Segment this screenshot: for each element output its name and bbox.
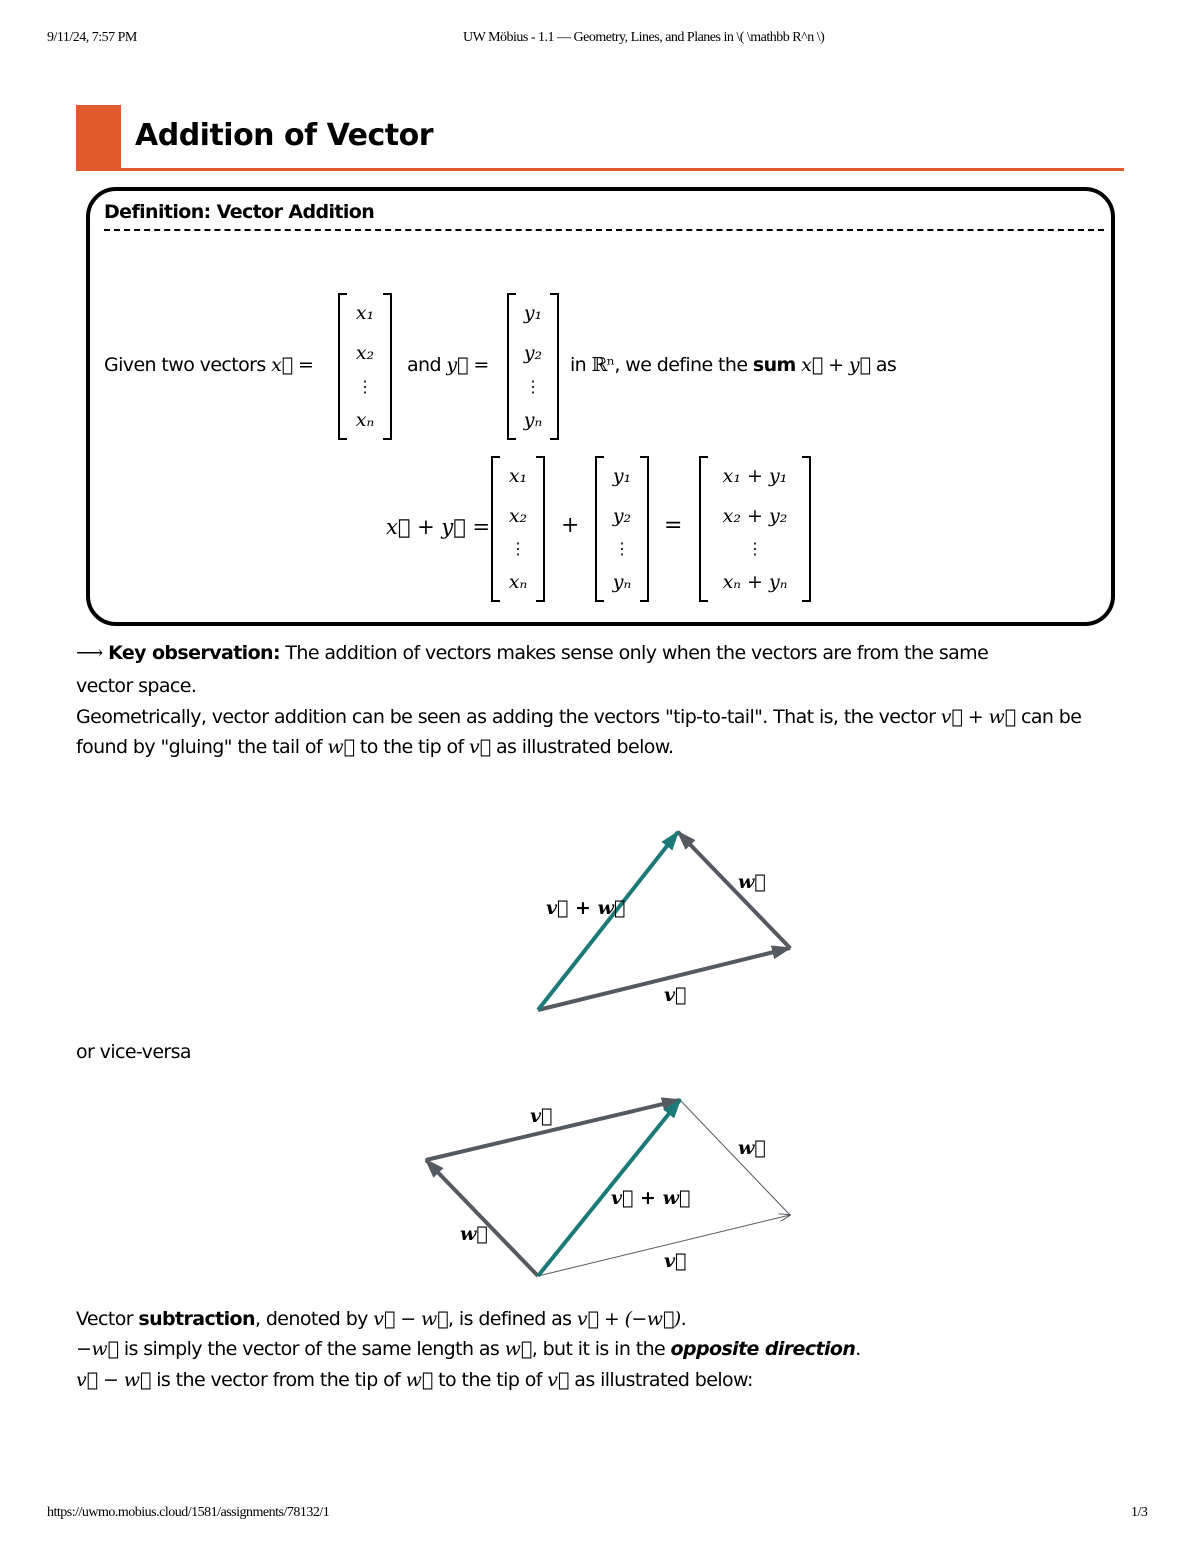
label-w: w⃗ xyxy=(738,871,766,893)
vector-w-thin xyxy=(680,1100,790,1215)
key-observation-line-2: vector space. xyxy=(76,675,197,697)
print-datetime: 9/11/24, 7:57 PM xyxy=(47,30,137,45)
sum-vector-matrix: x₁ + y₁ x₂ + y₂ ⋮ xₙ + yₙ xyxy=(699,456,811,602)
label-w-left: w⃗ xyxy=(460,1223,488,1245)
print-title: UW Möbius - 1.1 — Geometry, Lines, and Planes in \( \mathbb R^n \) xyxy=(463,30,825,45)
sum-lhs: x⃗ + y⃗ = xyxy=(386,515,491,539)
vector-w-arrow-2 xyxy=(426,1160,538,1276)
label-v-bottom: v⃗ xyxy=(664,1250,687,1272)
label-sum-2: v⃗ + w⃗ xyxy=(611,1187,691,1209)
key-observation-line-1: ⟶ Key observation: The addition of vectors makes sense only when the vectors are from the same xyxy=(76,642,989,664)
subtraction-line-2: −w⃗ is simply the vector of the same length as w⃗, but it is in the opposite direction. xyxy=(76,1338,861,1360)
geometric-line-1: Geometrically, vector addition can be seen as adding the vectors "tip-to-tail". That is, the vector v⃗ + w⃗ can be xyxy=(76,706,1082,728)
label-w-right: w⃗ xyxy=(738,1137,766,1159)
label-v-top: v⃗ xyxy=(530,1105,553,1127)
y-vector-matrix-2: y₁ y₂ ⋮ yₙ xyxy=(595,456,649,602)
diagram-tip-to-tail xyxy=(538,832,790,1010)
definition-title: Definition: Vector Addition xyxy=(104,201,375,223)
section-title: Addition of Vector xyxy=(135,118,434,153)
equals-sign: = xyxy=(664,513,683,538)
vector-w-arrow xyxy=(678,832,790,948)
definition-and-text: and y⃗ = xyxy=(407,354,489,376)
x-vector-matrix-2: x₁ x₂ ⋮ xₙ xyxy=(491,456,545,602)
print-page-number: 1/3 xyxy=(1131,1505,1148,1520)
diagram-vice-versa xyxy=(426,1100,790,1276)
definition-sum-text: in ℝⁿ, we define the sum x⃗ + y⃗ as xyxy=(570,354,897,376)
subtraction-line-1: Vector subtraction, denoted by v⃗ − w⃗, is defined as v⃗ + (−w⃗). xyxy=(76,1308,687,1330)
vector-v-arrow-2 xyxy=(426,1100,680,1160)
definition-given-text: Given two vectors x⃗ = xyxy=(104,354,314,376)
print-url: https://uwmo.mobius.cloud/1581/assignments/78132/1 xyxy=(47,1505,330,1520)
y-vector-matrix: y₁ y₂ ⋮ yₙ xyxy=(507,293,559,440)
vice-versa-text: or vice-versa xyxy=(76,1041,191,1063)
label-v: v⃗ xyxy=(664,984,687,1006)
vector-sum-arrow xyxy=(538,832,678,1010)
x-vector-matrix: x₁ x₂ ⋮ xₙ xyxy=(338,293,392,440)
geometric-line-2: found by "gluing" the tail of w⃗ to the tip of v⃗ as illustrated below. xyxy=(76,736,674,758)
subtraction-line-3: v⃗ − w⃗ is the vector from the tip of w⃗ to the tip of v⃗ as illustrated below: xyxy=(76,1369,753,1391)
plus-sign: + xyxy=(561,513,580,538)
label-sum: v⃗ + w⃗ xyxy=(546,897,626,919)
